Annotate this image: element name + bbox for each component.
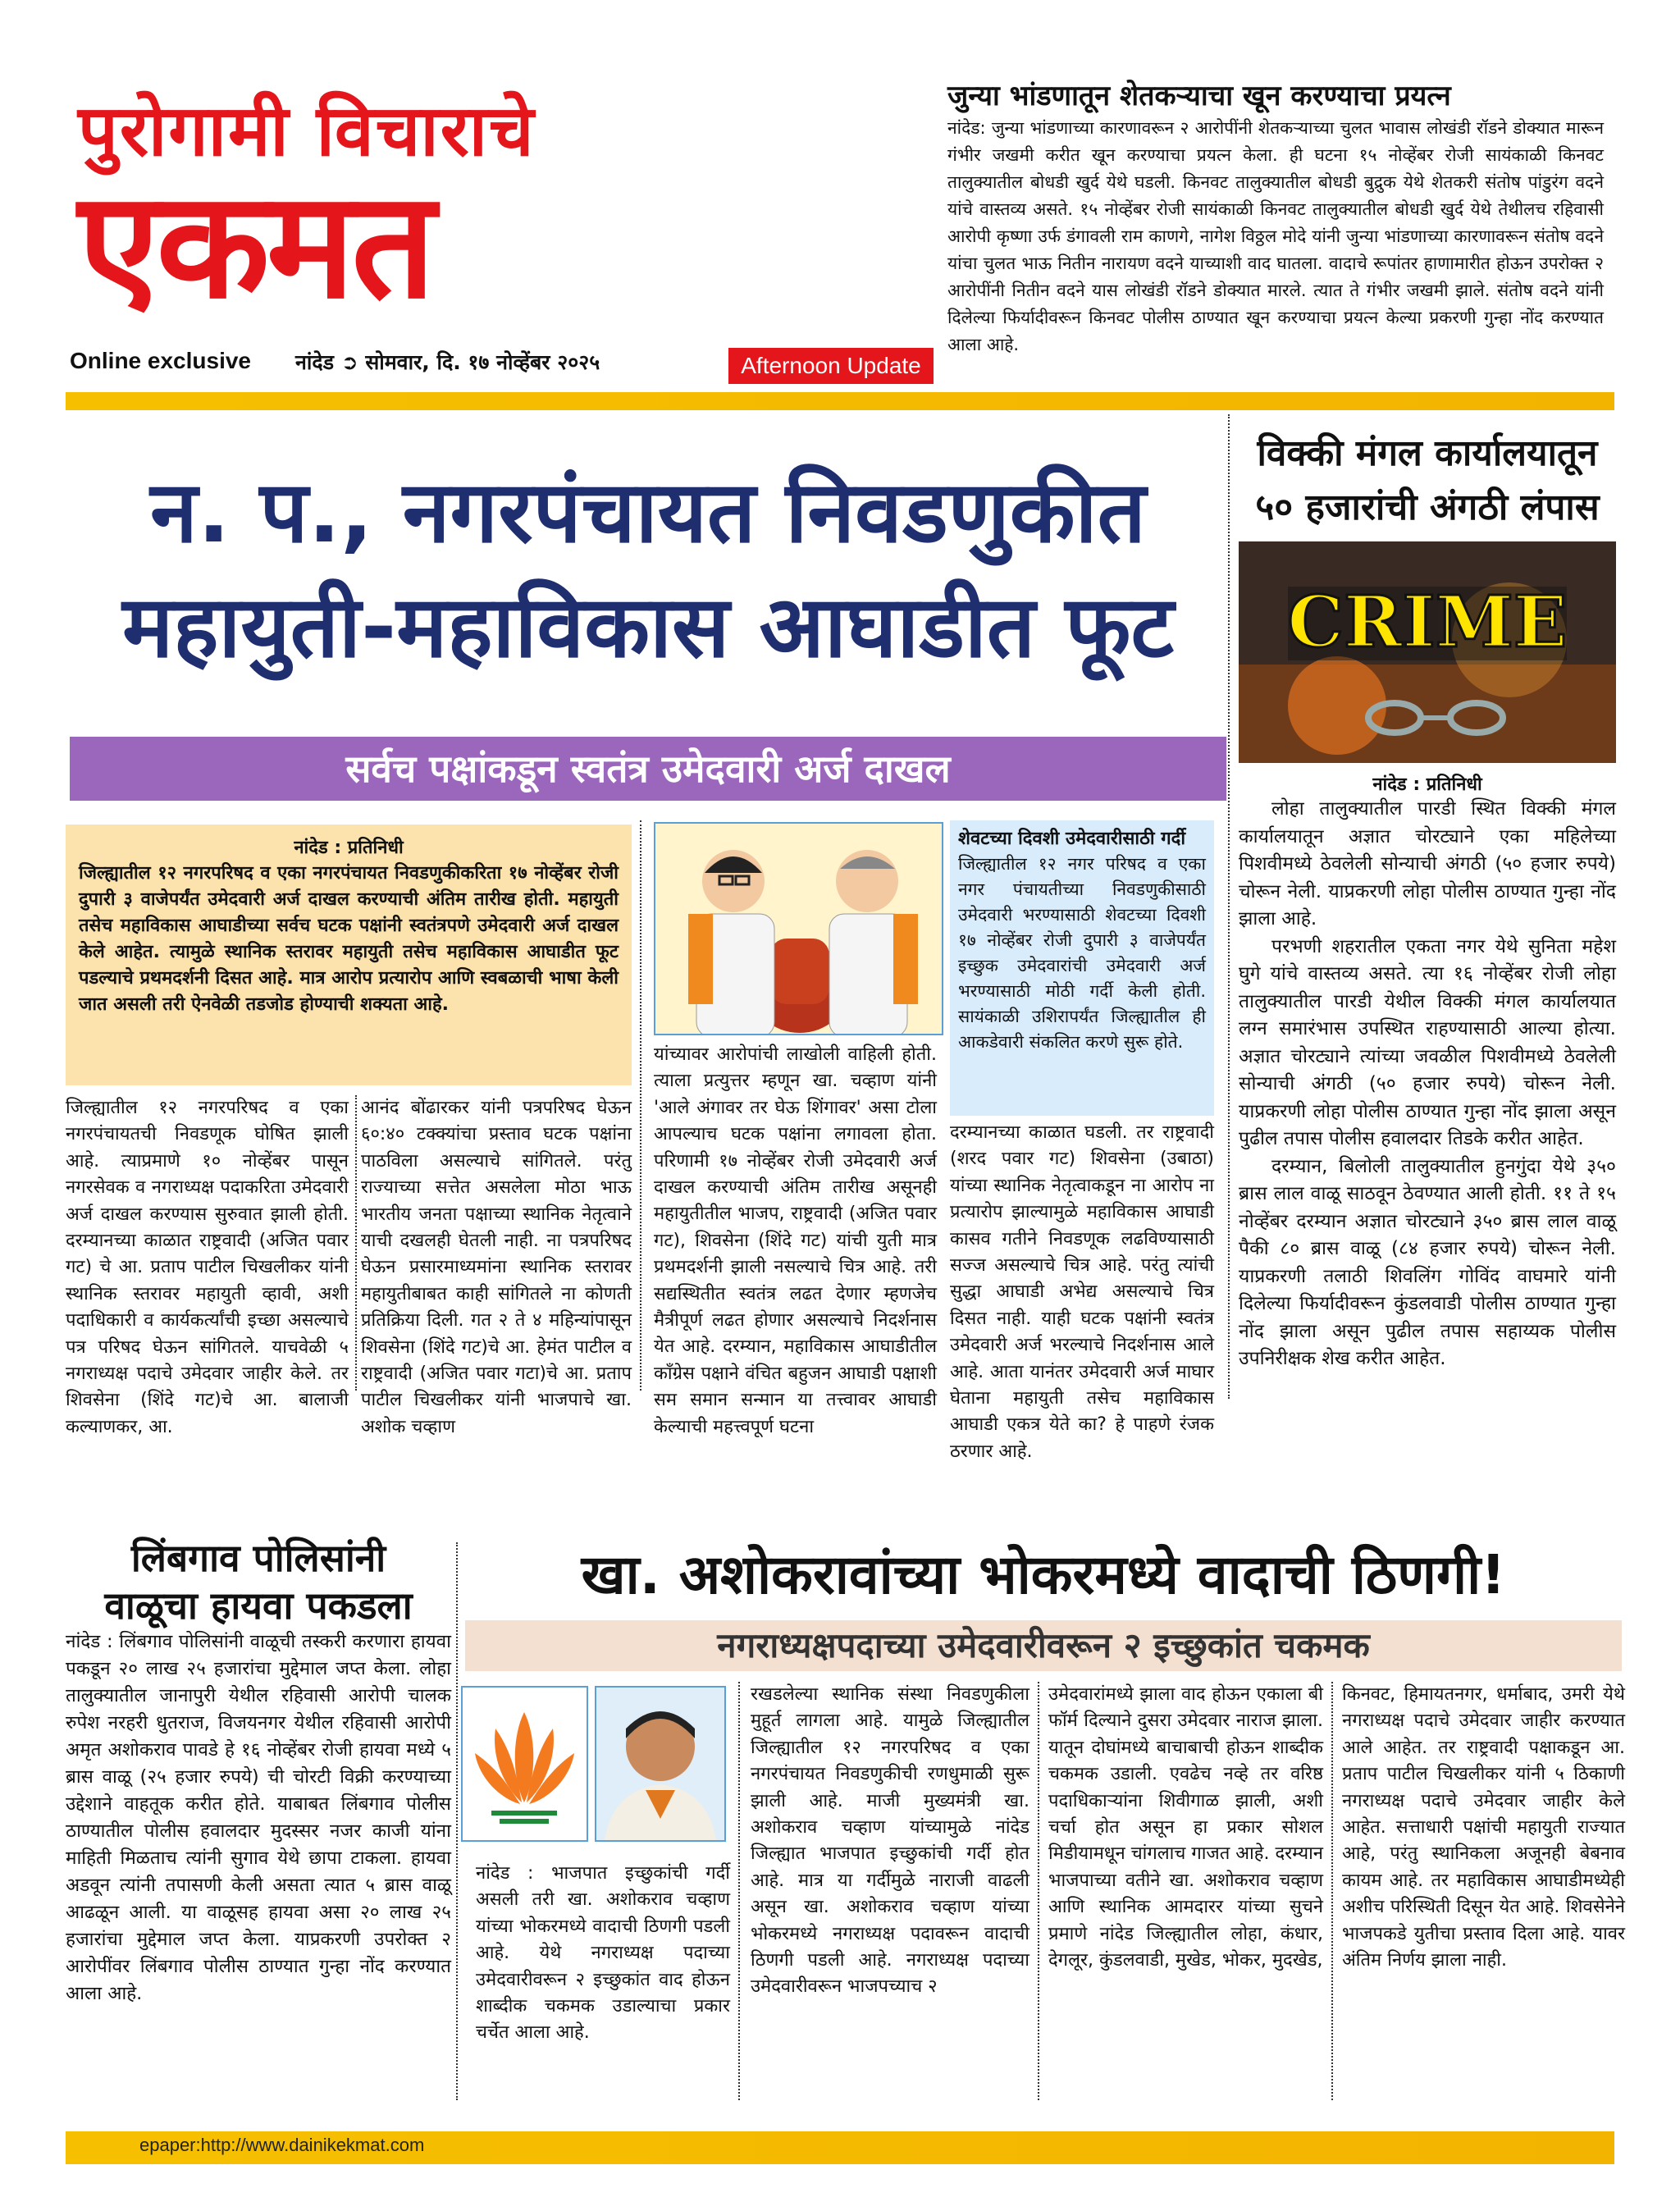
footer-url[interactable]: epaper:http://www.dainikekmat.com	[139, 2135, 425, 2155]
crime-image	[1239, 541, 1616, 763]
top-story-text: नांदेड: जुन्या भांडणाच्या कारणावरून २ आरोपींनी शेतकऱ्याच्या चुलत भावास लोखंडी रॉडने डोक्यात मारून गंभीर जखमी करीत खून करण्याचा प्रयत्न केला. ही घटना १५ नोव्हेंबर रोजी सायंकाळी किनवट तालुक्यातील बोधडी खुर्द येथे घडली. किनवट तालुक्यातील बोधडी बुद्रुक येथे शेतकरी संतोष पांडुरंग वदने यांचे वास्तव्य असते. १५ नोव्हेंबर रोजी सायंकाळी किनवट तालुक्यातील बोधडी खुर्द येथे तेथीलच रहिवासी आरोपी कृष्णा उर्फ डंगावली राम काणगे, नागेश विठ्ठल मोदे यांनी जुन्या भांडणाच्या कारणावरून संतोष वदने यांचा चुलत भाऊ नितीन नारायण वदने याच्याशी वाद घातला. वादाचे रूपांतर हाणामारीत होऊन उपरोक्त २ आरोपींनी नितीन वदने यास लोखंडी रॉडने डोक्यात मारले. त्यात ते गंभीर जखमी झाले. संतोष वदने यांनी दिलेल्या फिर्यादीवरून किनवट पोलीस ठाण्यात खून करण्याचा प्रयत्न केल्या प्रकरणी गुन्हा नोंद करण्यात आला आहे.	[947, 118, 1604, 354]
limbgaon-story-text: नांदेड : लिंबगाव पोलिसांनी वाळूची तस्करी करणारा हायवा पकडून २० लाख २५ हजारांचा मुद्देमाल जप्त केला. लोहा तालुक्यातील जानापुरी येथील रहिवासी आरोपी चालक रुपेश नरहरी धुतराज, विजयनगर येथील रहिवासी आरोपी अमृत अशोकराव पावडे हे १६ नोव्हेंबर रोजी हायवा मध्ये ५ ब्रास वाळू (२५ हजार रुपये) ची चोरटी विक्री करण्याच्या उद्देशाने वाहतूक करीत होते. याबाबत लिंबगाव पोलीस ठाण्यातील पोलीस हवालदार मुदस्सर नजर काजी यांना माहिती मिळताच त्यांनी सुगाव येथे छापा टाकला. हायवा अडवून त्यांनी तपासणी केली असता त्यात ५ ब्रास वाळू आढळून आली. या वाळूसह हायवा असा २० लाख २५ हजारांचा मुद्देमाल जप्त केला. याप्रकरणी उपरोक्त २ आरोपींवर लिंबगाव पोलीस ठाण्यात गुन्हा नोंद करण्यात आला आहे.	[66, 1631, 451, 2004]
top-story-title: जुन्या भांडणातून शेतकऱ्याचा खून करण्याचा प्रयत्न	[947, 80, 1451, 112]
main-story-column-4-text: दरम्यानच्या काळात घडली. तर राष्ट्रवादी (शरद पवार गट) शिवसेना (उबाठा) यांच्या स्थानिक नेतृत्वाकडून ना आरोप ना प्रत्यारोप झाल्यामुळे महाविकास आघाडी कासव गतीने निवडणूक लढविण्यासाठी सज्ज असल्याचे चित्र आहे. परंतु त्यांची सुद्धा आघाडी अभेद्य असल्याचे चित्र दिसत नाही. याही घटक पक्षांनी स्वतंत्र उमेदवारी अर्ज भरल्याचे निदर्शनास आले आहे. आता यानंतर उमेदवारी अर्ज माघार घेताना महायुती तसेच महाविकास आघाडी एकत्र येते का? हे पाहणे रंजक ठरणार आहे.	[950, 1122, 1214, 1462]
main-story-column-2-text: आनंद बोंढारकर यांनी पत्रपरिषद घेऊन ६०:४० टक्क्यांचा प्रस्ताव घटक पक्षांना पाठविला असल्याचे सांगितले. परंतु राज्याच्या सत्तेत असलेला मोठा भाऊ भारतीय जनता पक्षाच्या स्थानिक नेतृत्वाने याची दखलही घेतली नाही. ना पत्रपरिषद घेऊन प्रसारमाध्यमांना स्थानिक स्तरावर महायुतीबाबत काही सांगितले ना कोणती प्रतिक्रिया दिली. गत २ ते ४ महिन्यांपासून शिवसेना (शिंदे गट)चे आ. हेमंत पाटील व राष्ट्रवादी (अजित पवार गटा)चे आ. प्रताप पाटील चिखलीकर यांनी भाजपाचे खा. अशोक चव्हाण	[361, 1098, 632, 1437]
dateline: नांदेड ➲ सोमवार, दि. १७ नोव्हेंबर २०२५	[295, 350, 600, 374]
bhokar-headline: खा. अशोकरावांच्या भोकरमध्ये वादाची ठिणगी!	[581, 1543, 1506, 1606]
column-rule	[1228, 414, 1230, 1399]
bhokar-column-3-text: उमेदवारांमध्ये झाला वाद होऊन एकाला बी फॉर्म दिल्याने दुसरा उमेदवार नाराज झाला. यातून दोघांमध्ये बाचाबाची होऊन शाब्दीक चकमक उडाली. एवढेच नव्हे तर वरिष्ठ पदाधिकाऱ्यांना शिवीगाळ झाली, अशी चर्चा होत असून हा प्रकार सोशल मिडीयामधून चांगलाच गाजत आहे. दरम्यान भाजपाच्या वतीने खा. अशोकराव चव्हाण आणि स्थानिक आमदारर यांच्या सुचने प्रमाणे नांदेड जिल्ह्यातील लोहा, कंधार, देगलूर, कुंडलवाडी, मुखेड, भोकर, मुदखेड,	[1048, 1684, 1323, 1971]
main-subheadline: सर्वच पक्षांकडून स्वतंत्र उमेदवारी अर्ज दाखल	[70, 737, 1226, 801]
leader-portrait	[596, 1688, 724, 1840]
last-day-box-text: जिल्ह्यातील १२ नगर परिषद व एका नगर पंचायतीच्या निवडणुकीसाठी उमेदवारी भरण्यासाठी शेवटच्या दिवशी १७ नोव्हेंबर रोजी दुपारी ३ वाजेपर्यंत इच्छुक उमेदवारांची उमेदवारी अर्ज भरण्यासाठी मोठी गर्दी केली होती. सायंकाळी उशिरापर्यंत जिल्ह्यातील ही आकडेवारी संकलित करणे सुरू होते.	[958, 854, 1206, 1052]
top-story-body	[947, 115, 1604, 359]
bhokar-column-3	[1048, 1682, 1323, 1974]
masthead-brand: एकमत	[78, 160, 433, 331]
column-rule	[1038, 1682, 1039, 2100]
main-lead-text: जिल्ह्यातील १२ नगरपरिषद व एका नगरपंचायत निवडणुकीकरिता १७ नोव्हेंबर रोजी दुपारी ३ वाजेपर्यंत उमेदवारी अर्ज दाखल करण्याची अंतिम तारीख होती. महायुती तसेच महाविकास आघाडीच्या सर्वच घटक पक्षांनी स्वतंत्रपणे उमेदवारी अर्ज दाखल केले आहेत. त्यामुळे स्थानिक स्तरावर महायुती तसेच महाविकास आघाडीत फूट पडल्याचे प्रथमदर्शनी दिसत आहे. मात्र आरोप प्रत्यारोप आणि स्वबळाची भाषा केली जात असली तरी ऐनवेळी तडजोड होण्याची शक्यता आहे.	[79, 863, 619, 1015]
cartoon-illustration	[655, 824, 943, 1035]
column-rule	[456, 1542, 458, 2100]
bhokar-column-2	[751, 1682, 1029, 2001]
last-day-box-heading: शेवटच्या दिवशी उमेदवारीसाठी गर्दी	[958, 829, 1186, 849]
crime-story-title: विक्की मंगल कार्यालयातून ५० हजारांची अंगठी लंपास	[1255, 432, 1600, 528]
crime-story-paragraph: दरम्यान, बिलोली तालुक्यातील हुनगुंदा येथे ३५० ब्रास लाल वाळू साठवून ठेवण्यात आली होती. ११ ते १५ नोव्हेंबर दरम्यान अज्ञात चोरट्याने ३५० ब्रास लाल वाळू पैकी ८० ब्रास वाळू (८४ हजार रुपये) चोरून नेली. याप्रकरणी तलाठी शिवलिंग गोविंद वाघमारे यांनी दिलेल्या फिर्यादीवरून कुंडलवाडी पोलीस ठाण्यात गुन्हा नोंद झाला असून पुढील तपास सहाय्यक पोलीस उपनिरीक्षक शेख करीत आहेत.	[1239, 1155, 1616, 1369]
crime-byline: नांदेड : प्रतिनिधी	[1372, 774, 1482, 795]
main-headline-line1: न. प., नगरपंचायत निवडणुकीत	[150, 462, 1146, 562]
bhokar-column-2-text: रखडलेल्या स्थानिक संस्था निवडणुकीला मुहूर्त लागला आहे. यामुळे जिल्ह्यातील जिल्ह्यातील १२ नगरपरिषद व एका नगरपंचायत निवडणुकीची रणधुमाळी सुरू झाली आहे. माजी मुख्यमंत्री खा. अशोकराव चव्हाण यांच्यामुळे नांदेड जिल्ह्यात भाजपात इच्छुकांची गर्दी होत आहे. मात्र या गर्दीमुळे नाराजी वाढली असून खा. अशोकराव चव्हाण यांच्या भोकरमध्ये नगराध्यक्ष पदावरून वादाची ठिणगी पडली आहे. नगराध्यक्ष पदाच्या उमेदवारीवरून भाजपच्याच २	[751, 1684, 1029, 1998]
limbgaon-story-body	[66, 1628, 451, 2007]
main-byline: नांदेड : प्रतिनिधी	[294, 838, 404, 858]
main-story-column-1	[66, 1095, 349, 1441]
column-rule	[355, 1095, 357, 1391]
limbgaon-title-line2: वाळूचा हायवा पकडला	[104, 1583, 413, 1628]
main-headline-line2: महायुती-महाविकास आघाडीत फूट	[122, 577, 1174, 677]
political-cartoon	[654, 822, 943, 1035]
column-rule	[738, 1682, 740, 2100]
main-story-column-2	[361, 1095, 632, 1441]
afternoon-update-badge: Afternoon Update	[728, 348, 934, 384]
column-rule	[1331, 1682, 1333, 2100]
main-story-column-1-text: जिल्ह्यातील १२ नगरपरिषद व एका नगरपंचायतची निवडणूक घोषित झाली आहे. त्याप्रमाणे १० नोव्हेंबर पासून नगरसेवक व नगराध्यक्ष पदाकरिता उमेदवारी अर्ज दाखल करण्यास सुरुवात झाली होती. दरम्यानच्या काळात राष्ट्रवादी (अजित पवार गट) चे आ. प्रताप पाटील चिखलीकर यांनी स्थानिक स्तरावर महायुती व्हावी, अशी पदाधिकारी व कार्यकर्त्यांची इच्छा असल्याचे पत्र परिषद घेऊन सांगितले. याचवेळी ५ नगराध्यक्ष पदाचे उमेदवार जाहीर केले. तर शिवसेना (शिंदे गट)चे आ. बालाजी कल्याणकर, आ.	[66, 1098, 349, 1437]
divider-bar	[66, 392, 1614, 410]
main-story-column-3-text: यांच्यावर आरोपांची लाखोली वाहिली होती. त्याला प्रत्युत्तर म्हणून खा. चव्हाण यांनी 'आले अंगावर तर घेऊ शिंगावर' असा टोला आपल्याच घटक पक्षांना लगावला होता. परिणामी १७ नोव्हेंबर रोजी उमेदवारी अर्ज दाखल करण्याची अंतिम तारीख असूनही महायुतीतील भाजप, राष्ट्रवादी (अजित पवार गट), शिवसेना (शिंदे गट) यांची युती मात्र प्रथमदर्शनी झाली नसल्याचे चित्र आहे. तरी सद्यस्थितीत स्वतंत्र लढत देणार म्हणजेच मैत्रीपूर्ण लढत होणार असल्याचे निदर्शनास येत आहे. दरम्यान, महाविकास आघाडीतील काँग्रेस पक्षाने वंचित बहुजन आघाडी पक्षाशी सम समान सन्मान या तत्त्वावर आघाडी केल्याची महत्त्वपूर्ण घटना	[654, 1044, 937, 1437]
crime-story-paragraph: लोहा तालुक्यातील पारडी स्थित विक्की मंगल कार्यालयातून अज्ञात चोरट्याने एका महिलेच्या पिशवीमध्ये ठेवलेली सोन्याची अंगठी (५० हजार रुपये) चोरून नेली. याप्रकरणी लोहा पोलीस ठाण्यात गुन्हा नोंद झाला आहे.	[1239, 798, 1616, 930]
online-exclusive-label: Online exclusive	[70, 348, 251, 373]
main-lead-box	[66, 824, 632, 1085]
column-rule	[640, 820, 641, 1391]
bhokar-column-1	[476, 1861, 730, 2047]
bhokar-column-4	[1342, 1682, 1625, 1974]
masthead-tagline: पुरोगामी विचाराचे	[78, 90, 536, 172]
limbgaon-title-line1: लिंबगाव पोलिसांनी	[130, 1536, 386, 1580]
main-story-column-3	[654, 1042, 937, 1441]
crime-image-label: CRIME	[1287, 581, 1568, 664]
main-story-column-4	[950, 1120, 1214, 1465]
crime-illustration	[1239, 541, 1616, 763]
bhokar-column-1-text: नांदेड : भाजपात इच्छुकांची गर्दी असली तरी खा. अशोकराव चव्हाण यांच्या भोकरमध्ये वादाची ठिणगी पडली आहे. येथे नगराध्यक्ष पदाच्या उमेदवारीवरून २ इच्छुकांत वाद होऊन शाब्दीक चकमक उडाल्याचा प्रकार चर्चेत आला आहे.	[476, 1863, 730, 2044]
bhokar-subheadline: नगराध्यक्षपदाच्या उमेदवारीवरून २ इच्छुकांत चकमक	[465, 1620, 1622, 1671]
lotus-icon	[463, 1688, 587, 1840]
leader-photo	[595, 1686, 726, 1842]
last-day-box	[950, 820, 1214, 1116]
bjp-lotus-logo	[461, 1686, 588, 1842]
bhokar-column-4-text: किनवट, हिमायतनगर, धर्माबाद, उमरी येथे नगराध्यक्ष पदाचे उमेदवार जाहीर करण्यात आले आहेत. तर राष्ट्रवादी पक्षाकडून आ. प्रताप पाटील चिखलीकर यांनी ५ ठिकाणी नगराध्यक्ष पदाचे उमेदवार जाहीर केले आहेत. सत्ताधारी पक्षांची महायुती राज्यात आहे, परंतु स्थानिकला अजूनही बेबनाव कायम आहे. तर महाविकास आघाडीमध्येही अशीच परिस्थिती दिसून येत आहे. शिवसेनेने भाजपकडे युतीचा प्रस्ताव दिला आहे. यावर अंतिम निर्णय झाला नाही.	[1342, 1684, 1625, 1971]
limbgaon-story-title	[66, 1534, 451, 1629]
crime-story-paragraph: परभणी शहरातील एकता नगर येथे सुनिता महेश घुगे यांचे वास्तव्य असते. त्या १६ नोव्हेंबर रोजी लोहा तालुक्यातील पारडी येथील विक्की मंगल कार्यालयात लग्न समारंभास उपस्थित राहण्यासाठी आल्या होत्या. अज्ञात चोरट्याने त्यांच्या जवळील पिशवीमध्ये ठेवलेली सोन्याची अंगठी (५० हजार रुपये) चोरून नेली. याप्रकरणी लोहा पोलीस ठाण्यात गुन्हा नोंद झाला असून पुढील तपास पोलीस हवालदार तिडके करीत आहेत.	[1239, 935, 1616, 1149]
crime-story-body	[1239, 796, 1616, 1373]
